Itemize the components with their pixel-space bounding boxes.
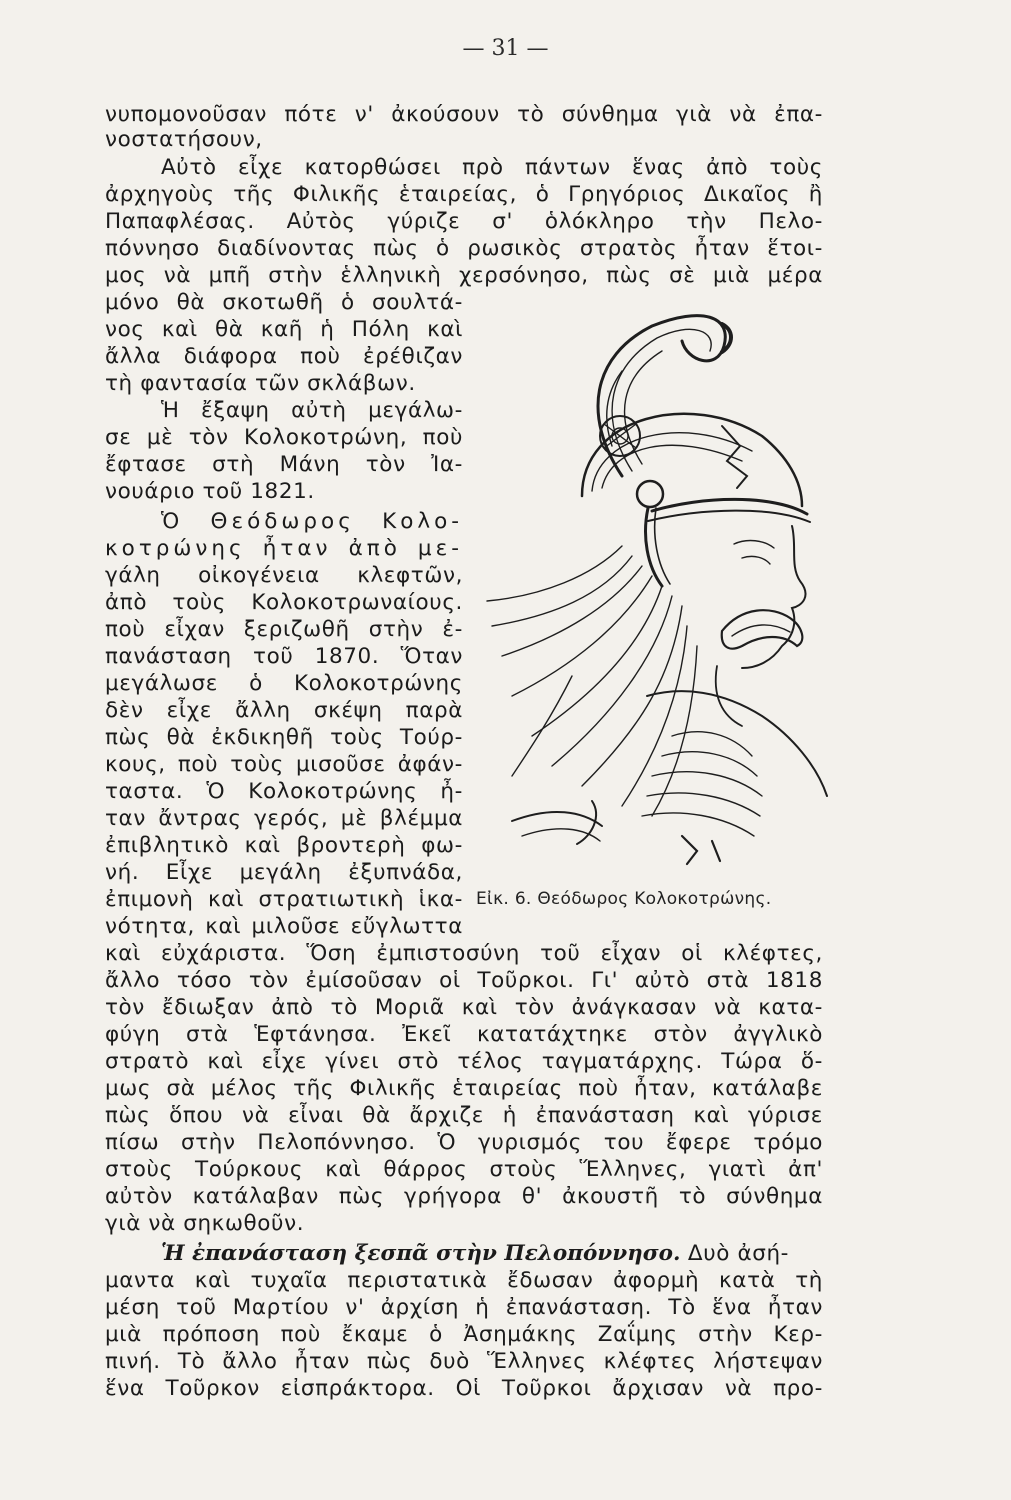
- text-line: ἔφτασε στὴ Μάνη τὸν Ἰα-: [105, 452, 463, 477]
- text-line: φύγη στὰ Ἑφτάνησα. Ἐκεῖ κατατάχτηκε στὸν ἀγγλικὸ: [105, 1022, 823, 1047]
- text-line: τὴ φαντασία τῶν σκλάβων.: [105, 371, 416, 396]
- kolokotronis-portrait: [472, 296, 832, 884]
- text-line: κοτρώνης ἦταν ἀπὸ με-: [105, 536, 463, 561]
- text-line: μεγάλωσε ὁ Κολοκοτρώνης: [105, 671, 463, 696]
- text-line: μος νὰ μπῆ στὴν ἑλληνικὴ χερσόνησο, πὼς σὲ μιὰ μέρα: [105, 263, 823, 288]
- text-line: πὼς ὅπου νὰ εἶναι θὰ ἄρχιζε ἡ ἐπανάσταση καὶ γύρισε: [105, 1103, 823, 1128]
- text-line: καὶ εὐχάριστα. Ὅση ἐμπιστοσύνη τοῦ εἶχαν οἱ κλέφτες,: [105, 941, 823, 966]
- text-line: ἄλλο τόσο τὸν ἐμίσοῦσαν οἱ Τοῦρκοι. Γι' αὐτὸ στὰ 1818: [105, 968, 823, 993]
- text-line: γιὰ νὰ σηκωθοῦν.: [105, 1211, 305, 1236]
- text-line: στρατὸ καὶ εἶχε γίνει στὸ τέλος ταγματάρχης. Τώρα ὅ-: [105, 1049, 823, 1074]
- text-line: μως σὰ μέλος τῆς Φιλικῆς ἑταιρείας ποὺ ἦταν, κατάλαβε: [105, 1076, 823, 1101]
- text-line: πανάσταση τοῦ 1870. Ὅταν: [105, 644, 463, 669]
- section-heading-line: [105, 1241, 823, 1267]
- text-line: μόνο θὰ σκοτωθῆ ὁ σουλτά-: [105, 290, 463, 315]
- text-line: ἕνα Τοῦρκον εἰσπράκτορα. Οἱ Τοῦρκοι ἄρχισαν νὰ προ-: [105, 1376, 823, 1401]
- text-line: πίσω στὴν Πελοπόννησο. Ὁ γυρισμός του ἔφερε τρόμο: [105, 1130, 823, 1155]
- text-line: δὲν εἶχε ἄλλη σκέψη παρὰ: [105, 698, 463, 723]
- text-line: μέση τοῦ Μαρτίου ν' ἀρχίση ἡ ἐπανάσταση. Τὸ ἕνα ἦταν: [105, 1295, 823, 1320]
- text-line: ἐπιβλητικὸ καὶ βροντερὴ φω-: [105, 833, 463, 858]
- text-line: Αὐτὸ εἶχε κατορθώσει πρὸ πάντων ἕνας ἀπὸ τοὺς: [161, 155, 823, 180]
- text-line: νοστατήσουν,: [105, 127, 263, 152]
- text-line: ἀρχηγοὺς τῆς Φιλικῆς ἑταιρείας, ὁ Γρηγόριος Δικαῖος ἢ: [105, 182, 823, 207]
- text-line: Παπαφλέσας. Αὐτὸς γύριζε σ' ὁλόκληρο τὴν Πελο-: [105, 209, 823, 234]
- text-line: αὐτὸν κατάλαβαν πὼς γρήγορα θ' ἀκουστῆ τὸ σύνθημα: [105, 1184, 823, 1209]
- text-line: Ὁ Θεόδωρος Κολο-: [161, 509, 463, 534]
- text-line: πὼς θὰ ἐκδικηθῆ τοὺς Τούρ-: [105, 725, 463, 750]
- text-line: μαντα καὶ τυχαῖα περιστατικὰ ἔδωσαν ἀφορμὴ κατὰ τὴ: [105, 1268, 823, 1293]
- text-line: ταν ἄντρας γερός, μὲ βλέμμα: [105, 806, 463, 831]
- text-line: Ἡ ἔξαψη αὐτὴ μεγάλω-: [161, 398, 463, 423]
- text-line: νότητα, καὶ μιλοῦσε εὔγλωττα: [105, 914, 463, 939]
- text-line: σε μὲ τὸν Κολοκοτρώνη, ποὺ: [105, 425, 463, 450]
- text-line: ἐπιμονὴ καὶ στρατιωτικὴ ἱκα-: [105, 887, 463, 912]
- text-line: μιὰ πρόποση ποὺ ἔκαμε ὁ Ἀσημάκης Ζαΐμης στὴν Κερ-: [105, 1322, 823, 1347]
- text-line: ταστα. Ὁ Κολοκοτρώνης ἦ-: [105, 779, 463, 804]
- section-heading: Ἡ ἐπανάσταση ξεσπᾶ στὴν Πελοπόννησο.: [161, 1241, 681, 1266]
- text-line: νουάριο τοῦ 1821.: [105, 479, 315, 504]
- text-line: ἀπὸ τοὺς Κολοκοτρωναίους.: [105, 590, 463, 615]
- text-line: ποὺ εἶχαν ξεριζωθῆ στὴν ἐ-: [105, 617, 463, 642]
- text-line: νυπομονοῦσαν πότε ν' ἀκούσουν τὸ σύνθημα γιὰ νὰ ἐπα-: [105, 102, 823, 127]
- text-line: κους, ποὺ τοὺς μισοῦσε ἀφάν-: [105, 752, 463, 777]
- text-line: νή. Εἶχε μεγάλη ἐξυπνάδα,: [105, 860, 463, 885]
- figure-caption: Εἰκ. 6. Θεόδωρος Κολοκοτρώνης.: [476, 889, 772, 909]
- text-line: ἄλλα διάφορα ποὺ ἐρέθιζαν: [105, 344, 463, 369]
- text-line: γάλη οἰκογένεια κλεφτῶν,: [105, 563, 463, 588]
- text-line: νος καὶ θὰ καῆ ἡ Πόλη καὶ: [105, 317, 463, 342]
- text-line: πόννησο διαδίνοντας πὼς ὁ ρωσικὸς στρατὸς ἦταν ἕτοι-: [105, 236, 823, 261]
- text-fragment: Δυὸ ἀσή-: [680, 1241, 790, 1266]
- page-number: — 31 —: [462, 36, 549, 61]
- text-line: τὸν ἔδιωξαν ἀπὸ τὸ Μοριᾶ καὶ τὸν ἀνάγκασαν νὰ κατα-: [105, 995, 823, 1020]
- text-line: πινή. Τὸ ἄλλο ἦταν πὼς δυὸ Ἕλληνες κλέφτες λήστεψαν: [105, 1349, 823, 1374]
- text-line: στοὺς Τούρκους καὶ θάρρος στοὺς Ἕλληνες, γιατὶ ἀπ': [105, 1157, 823, 1182]
